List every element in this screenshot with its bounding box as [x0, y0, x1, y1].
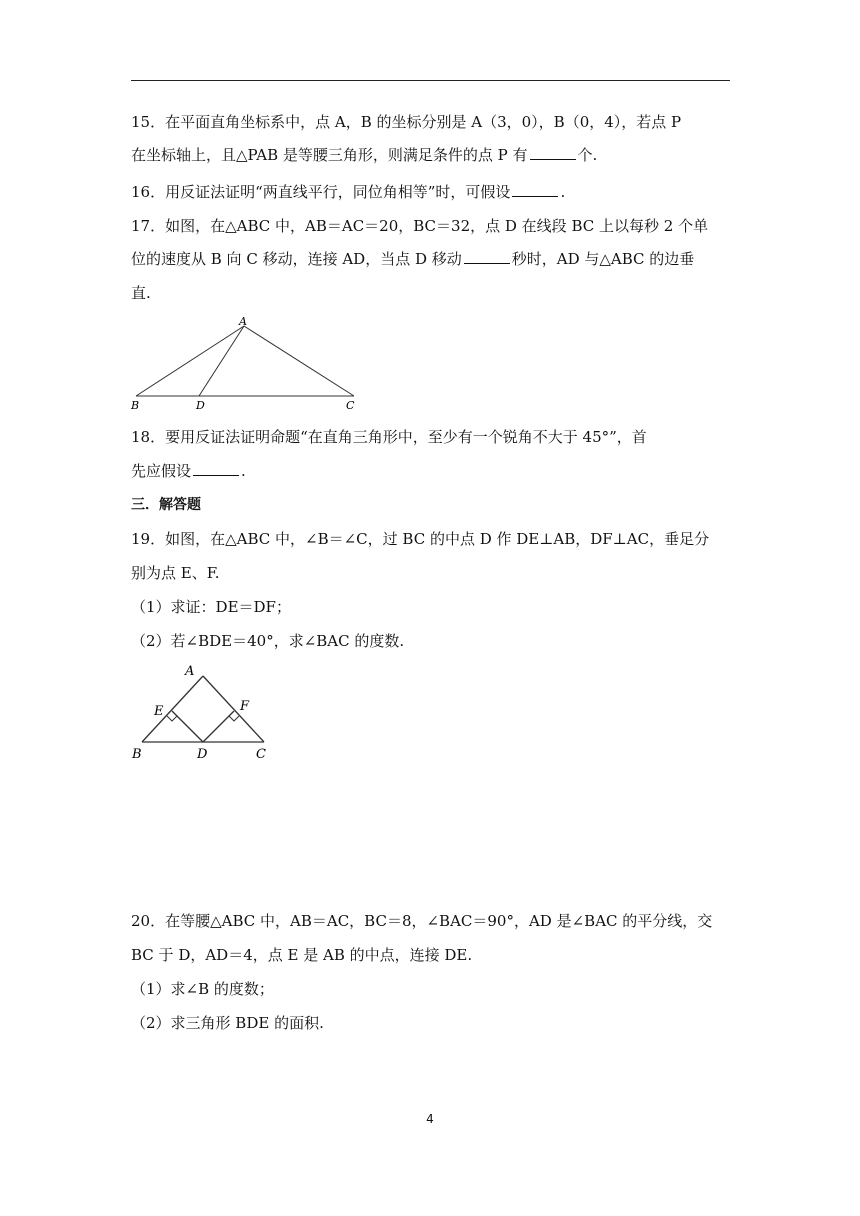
- q18-line2: [131, 461, 751, 481]
- q19-label-c: C: [256, 747, 266, 762]
- q16-text: 16．用反证法证明“两直线平行，同位角相等”时，可假设: [131, 183, 511, 201]
- q19-part2: （2）若∠BDE＝40°，求∠BAC 的度数.: [131, 632, 405, 650]
- q15-line2: [131, 145, 751, 165]
- q16-answer-blank[interactable]: [512, 182, 558, 197]
- q18-line2-text: 先应假设: [131, 462, 192, 480]
- q19-triangle-figure: [128, 660, 278, 764]
- q17-line3: 直.: [131, 284, 151, 302]
- q17-triangle-figure: [128, 314, 364, 414]
- section-heading: 三．解答题: [131, 497, 201, 513]
- q20-line1: 20．在等腰△ABC 中，AB＝AC，BC＝8，∠BAC＝90°，AD 是∠BAC 的平分线，交: [131, 912, 713, 930]
- header-rule: [131, 80, 730, 81]
- q19-label-e: E: [154, 704, 164, 719]
- q17-line2-end: 秒时，AD 与△ABC 的边垂: [511, 250, 695, 268]
- q19-part1: （1）求证：DE＝DF；: [131, 598, 291, 616]
- q19-label-d: D: [197, 747, 208, 762]
- q20-line2: BC 于 D，AD＝4，点 E 是 AB 的中点，连接 DE.: [131, 946, 473, 964]
- q17-line1: 17．如图，在△ABC 中，AB＝AC＝20，BC＝32，点 D 在线段 BC 上以每秒 2 个单: [131, 217, 709, 235]
- q17-label-d: D: [196, 399, 205, 412]
- q18-answer-blank[interactable]: [193, 461, 239, 476]
- q17-line2-text: 位的速度从 B 向 C 移动，连接 AD，当点 D 移动: [131, 250, 462, 268]
- q16-line: [131, 182, 751, 202]
- q18-line2-end: .: [241, 462, 246, 480]
- q15-line2-text: 在坐标轴上，且△PAB 是等腰三角形，则满足条件的点 P 有: [131, 146, 528, 164]
- q19-line1: 19．如图，在△ABC 中，∠B＝∠C，过 BC 的中点 D 作 DE⊥AB，DF⊥AC，垂足分: [131, 530, 710, 548]
- q17-label-a: A: [239, 315, 247, 328]
- q20-part1: （1）求∠B 的度数；: [131, 980, 274, 998]
- q17-answer-blank[interactable]: [464, 249, 510, 264]
- q16-end: .: [560, 183, 566, 201]
- q19-label-a: A: [185, 664, 195, 679]
- q19-label-f: F: [240, 699, 250, 714]
- q19-label-b: B: [132, 747, 142, 762]
- q15-answer-blank[interactable]: [530, 145, 576, 160]
- q15-line1: 15．在平面直角坐标系中，点 A，B 的坐标分别是 A（3，0），B（0，4），若点 P: [131, 113, 682, 131]
- q19-line2: 别为点 E、F.: [131, 564, 220, 582]
- q18-line1: 18．要用反证法证明命题“在直角三角形中，至少有一个锐角不大于 45°”，首: [131, 428, 647, 446]
- q15-line2-end: 个.: [577, 146, 598, 164]
- q20-part2: （2）求三角形 BDE 的面积.: [131, 1014, 324, 1032]
- q17-label-c: C: [346, 399, 355, 412]
- page-number: 4: [426, 1112, 434, 1126]
- q17-line2: [131, 249, 751, 269]
- q17-label-b: B: [131, 399, 140, 412]
